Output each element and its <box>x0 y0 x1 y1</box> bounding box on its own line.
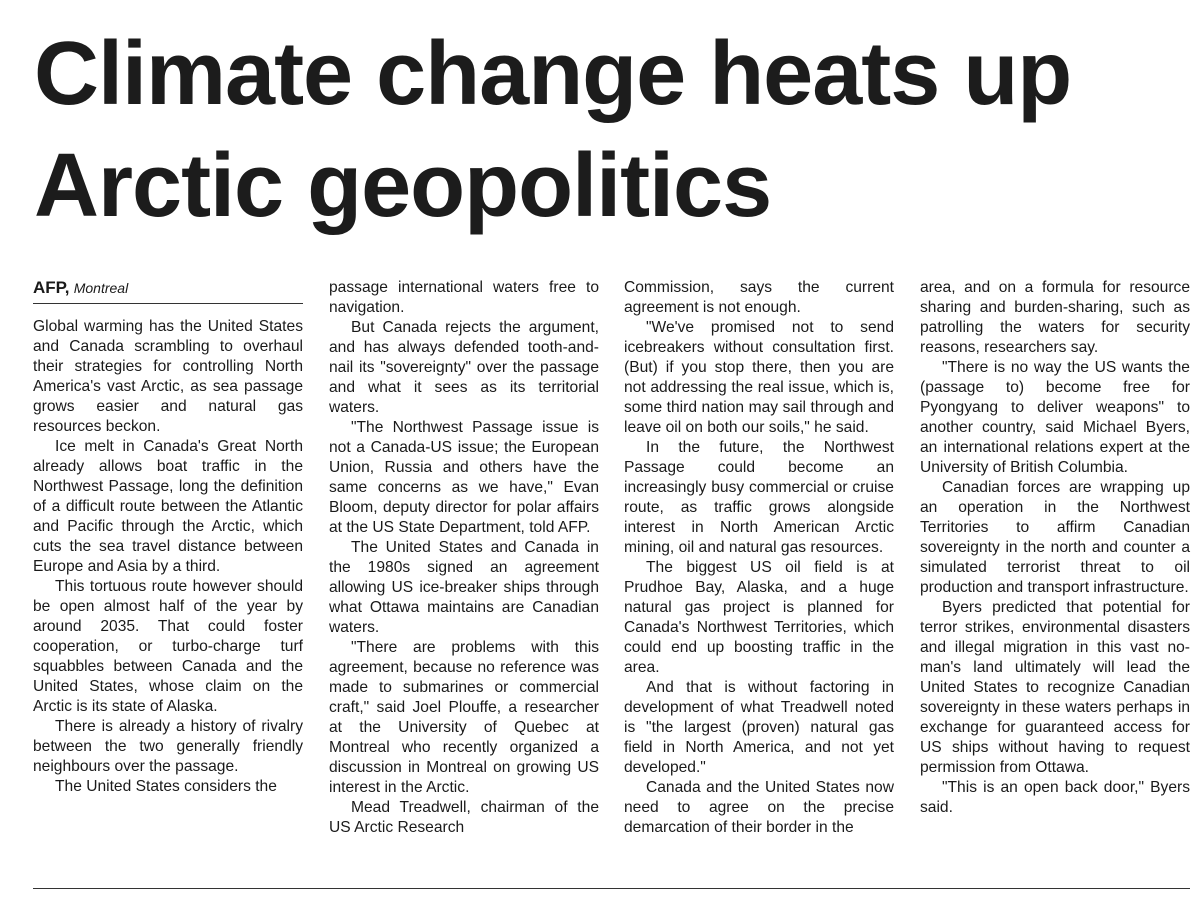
paragraph: "The Northwest Passage issue is not a Canada-US issue; the European Union, Russia and others have the same concerns as we have," Evan Bloom, deputy director for polar affairs at the US State Department, told AFP. <box>329 419 599 536</box>
paragraph: "There are problems with this agreement, because no reference was made to submarines or commercial craft," said Joel Plouffe, a researcher at the University of Quebec at Montreal who recently organized a discussion in Montreal on growing US interest in the Arctic. <box>329 639 599 796</box>
paragraph: Canadian forces are wrapping up an operation in the Northwest Territories to affirm Canadian sovereignty in the north and counter a simulated terrorist threat to oil production and transport infrastructure. <box>920 479 1190 596</box>
paragraph: Mead Treadwell, chairman of the US Arctic Research <box>329 799 599 836</box>
article-column-2 <box>329 278 599 838</box>
article-column-1 <box>33 278 303 797</box>
paragraph: "There is no way the US wants the (passage to) become free for Pyongyang to deliver weapons" to another country, said Michael Byers, an international relations expert at the University of British Columbia. <box>920 359 1190 476</box>
paragraph: The United States and Canada in the 1980s signed an agreement allowing US ice-breaker ships through what Ottawa maintains are Canadian waters. <box>329 539 599 636</box>
paragraph: There is already a history of rivalry between the two generally friendly neighbours over the passage. <box>33 718 303 775</box>
paragraph: "This is an open back door," Byers said. <box>920 779 1190 816</box>
paragraph: Byers predicted that potential for terror strikes, environmental disasters and illegal migration in this vast no-man's land ultimately will lead the United States to recognize Canadian sovereignty in these waters perhaps in exchange for guaranteed access for US ships without having to request permission from Ottawa. <box>920 599 1190 776</box>
paragraph: This tortuous route however should be open almost half of the year by around 2035. That could foster cooperation, or turbo-charge turf squabbles between Canada and the United States, whose claim on the Arctic is its state of Alaska. <box>33 578 303 715</box>
paragraph: "We've promised not to send icebreakers without consultation first. (But) if you stop there, then you are not addressing the real issue, which is, some third nation may sail through and leave oil on both our soils," he said. <box>624 319 894 436</box>
byline-agency: AFP, <box>33 278 70 297</box>
bottom-rule <box>33 888 1190 889</box>
paragraph: area, and on a formula for resource sharing and burden-sharing, such as patrolling the waters for security reasons, researchers say. <box>920 279 1190 356</box>
headline <box>34 18 1184 242</box>
paragraph: Canada and the United States now need to agree on the precise demarcation of their border in the <box>624 779 894 836</box>
paragraph: And that is without factoring in development of what Treadwell noted is "the largest (proven) natural gas field in North America, and not yet developed." <box>624 679 894 776</box>
byline-place: Montreal <box>73 280 129 296</box>
paragraph: The United States considers the <box>55 778 277 795</box>
headline-line-2: Arctic geopolitics <box>34 136 772 236</box>
headline-line-1: Climate change heats up <box>34 24 1072 124</box>
article-column-4 <box>920 278 1190 818</box>
paragraph: The biggest US oil field is at Prudhoe Bay, Alaska, and a huge natural gas project is planned for Canada's Northwest Territories, which could end up boosting traffic in the area. <box>624 559 894 676</box>
paragraph: In the future, the Northwest Passage could become an increasingly busy commercial or cruise route, as traffic grows alongside interest in North American Arctic mining, oil and natural gas resources. <box>624 439 894 556</box>
paragraph: passage international waters free to navigation. <box>329 279 599 316</box>
paragraph: Commission, says the current agreement is not enough. <box>624 279 894 316</box>
article-column-3 <box>624 278 894 838</box>
paragraph: Global warming has the United States and Canada scrambling to overhaul their strategies for controlling North America's vast Arctic, as sea passage grows easier and natural gas resources beckon. <box>33 318 303 435</box>
byline <box>33 278 303 304</box>
paragraph: But Canada rejects the argument, and has always defended tooth-and-nail its "sovereignty" over the passage and what it sees as its territorial waters. <box>329 319 599 416</box>
paragraph: Ice melt in Canada's Great North already allows boat traffic in the Northwest Passage, long the definition of a difficult route between the Atlantic and Pacific through the Arctic, which cuts the sea travel distance between Europe and Asia by a third. <box>33 438 303 575</box>
